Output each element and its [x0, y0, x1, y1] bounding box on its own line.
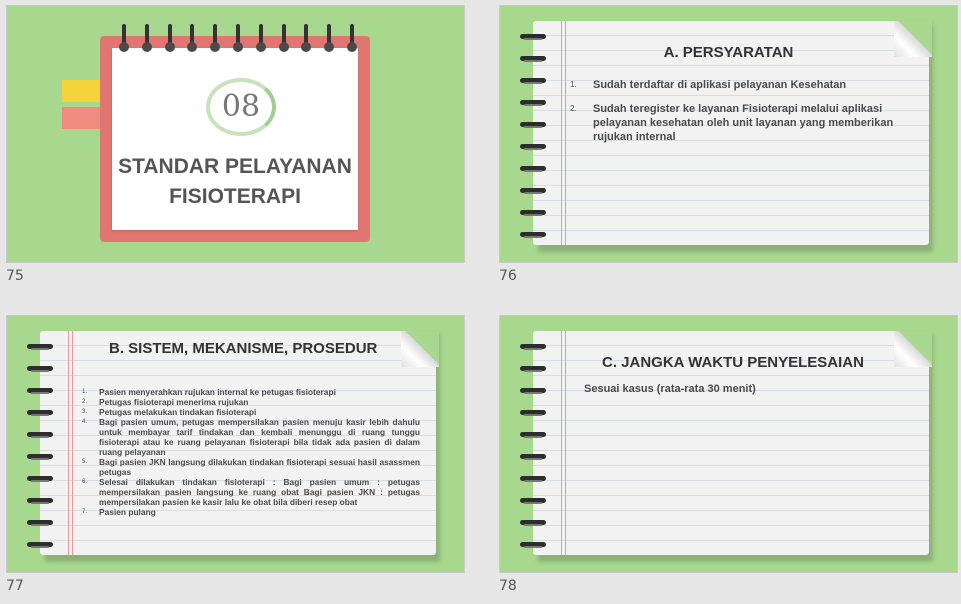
spiral-coil — [520, 476, 548, 482]
spiral-coil — [520, 144, 548, 150]
spiral-coil — [27, 366, 55, 372]
page-curl — [401, 331, 439, 367]
slide-number-label: 78 — [499, 578, 517, 594]
spiral-coil — [520, 100, 548, 106]
section-number: 08 — [221, 89, 261, 124]
spiral-coil — [520, 122, 548, 128]
spiral-coil — [520, 210, 548, 216]
notebook-margin-line — [68, 331, 73, 555]
list-item — [570, 102, 910, 144]
notepad-ring — [119, 24, 129, 54]
list-item — [82, 417, 420, 457]
section-heading: B. SISTEM, MEKANISME, PROSEDUR — [109, 340, 378, 357]
spiral-coil — [520, 520, 548, 526]
spiral-coil — [520, 542, 548, 548]
slide-number-label: 76 — [499, 268, 517, 284]
slide-thumbnail-76[interactable] — [499, 5, 958, 263]
list-item-number: 3. — [82, 409, 88, 415]
spiral-coil — [520, 56, 548, 62]
spiral-coil — [520, 78, 548, 84]
spiral-coil — [520, 166, 548, 172]
spiral-coil — [27, 410, 55, 416]
slide-title-line2: FISIOTERAPI — [169, 185, 301, 208]
notepad-ring — [347, 24, 357, 54]
list-item-number: 2. — [570, 104, 577, 113]
list-item-text: Petugas fisioterapi menerima rujukan — [99, 397, 249, 407]
list-item-text: Pasien pulang — [99, 507, 156, 517]
notepad-ring — [301, 24, 311, 54]
list-item — [570, 78, 910, 92]
list-item — [82, 477, 420, 507]
list-item-text: Petugas melakukan tindakan fisioterapi — [99, 407, 257, 417]
spiral-coil — [520, 344, 548, 350]
list-item — [82, 507, 420, 517]
list-item-number: 1. — [82, 389, 88, 395]
notepad-ring — [187, 24, 197, 54]
notepad-ring — [279, 24, 289, 54]
requirements-list — [570, 78, 910, 154]
slide-number-label: 75 — [6, 268, 24, 284]
list-item-text: Bagi pasien umum, petugas mempersilakan pasien menuju kasir lebih dahulu untuk membayar tarif tindakan dan kembali menunggu di ruang tunggu fisioterapi atau ke ruang pelayanan fisioterapi bila tidak ada pasien di dalam ruang pelayanan — [99, 417, 420, 457]
list-item-text: Sudah teregister ke layanan Fisioterapi melalui aplikasi pelayanan kesehatan oleh unit layanan yang memberikan rujukan internal — [593, 103, 894, 143]
procedure-list — [82, 387, 420, 517]
spiral-coil — [520, 498, 548, 504]
list-item-number: 6. — [82, 479, 88, 485]
spiral-coil — [520, 454, 548, 460]
spiral-coil — [520, 410, 548, 416]
spiral-coil — [27, 432, 55, 438]
spiral-coil — [520, 432, 548, 438]
spiral-coil — [520, 34, 548, 40]
notepad-ring — [256, 24, 266, 54]
slide-thumbnail-78[interactable] — [499, 315, 958, 573]
spiral-coil — [27, 542, 55, 548]
slide-number-label: 77 — [6, 578, 24, 594]
spiral-coil — [27, 498, 55, 504]
spiral-coil — [27, 388, 55, 394]
spiral-coil — [520, 388, 548, 394]
list-item-number: 2. — [82, 399, 88, 405]
spiral-coil — [27, 476, 55, 482]
slide-title-line1: STANDAR PELAYANAN — [118, 155, 352, 178]
spiral-coil — [520, 188, 548, 194]
slide-title — [112, 152, 358, 212]
list-item-number: 1. — [570, 80, 577, 89]
list-item — [82, 407, 420, 417]
page-curl — [894, 331, 932, 367]
list-item — [82, 457, 420, 477]
notebook-margin-line — [561, 331, 566, 555]
notepad-ring — [324, 24, 334, 54]
section-heading: A. PERSYARATAN — [663, 44, 794, 61]
section-body: Sesuai kasus (rata-rata 30 menit) — [584, 383, 756, 395]
spiral-coil — [27, 344, 55, 350]
list-item-number: 5. — [82, 459, 88, 465]
list-item-text: Pasien menyerahkan rujukan internal ke petugas fisioterapi — [99, 387, 336, 397]
notepad-rings — [119, 24, 359, 58]
section-heading: C. JANGKA WAKTU PENYELESAIAN — [602, 354, 864, 371]
list-item — [82, 387, 420, 397]
list-item-number: 7. — [82, 509, 88, 515]
notepad-ring — [210, 24, 220, 54]
list-item-text: Bagi pasien JKN langsung dilakukan tindakan fisioterapi sesuai hasil asassmen petugas — [99, 457, 420, 477]
spiral-coil — [27, 520, 55, 526]
spiral-coil — [27, 454, 55, 460]
notepad-ring — [142, 24, 152, 54]
spiral-coil — [520, 366, 548, 372]
notepad-ring — [233, 24, 243, 54]
list-item-number: 4. — [82, 419, 88, 425]
notepad-ring — [165, 24, 175, 54]
slide-thumbnail-77[interactable] — [6, 315, 465, 573]
list-item-text: Sudah terdaftar di aplikasi pelayanan Kesehatan — [593, 79, 847, 91]
slide-thumbnail-75[interactable] — [6, 5, 465, 263]
spiral-coil — [520, 232, 548, 238]
list-item — [82, 397, 420, 407]
list-item-text: Selesai dilakukan tindakan fisioterapi : Bagi pasien umum : petugas mempersilakan pasien langsung ke ruang obat Bagi pasien JKN : petugas mempersilakan pasien ke kasir lalu ke obat bila diberi resep obat — [99, 477, 420, 507]
